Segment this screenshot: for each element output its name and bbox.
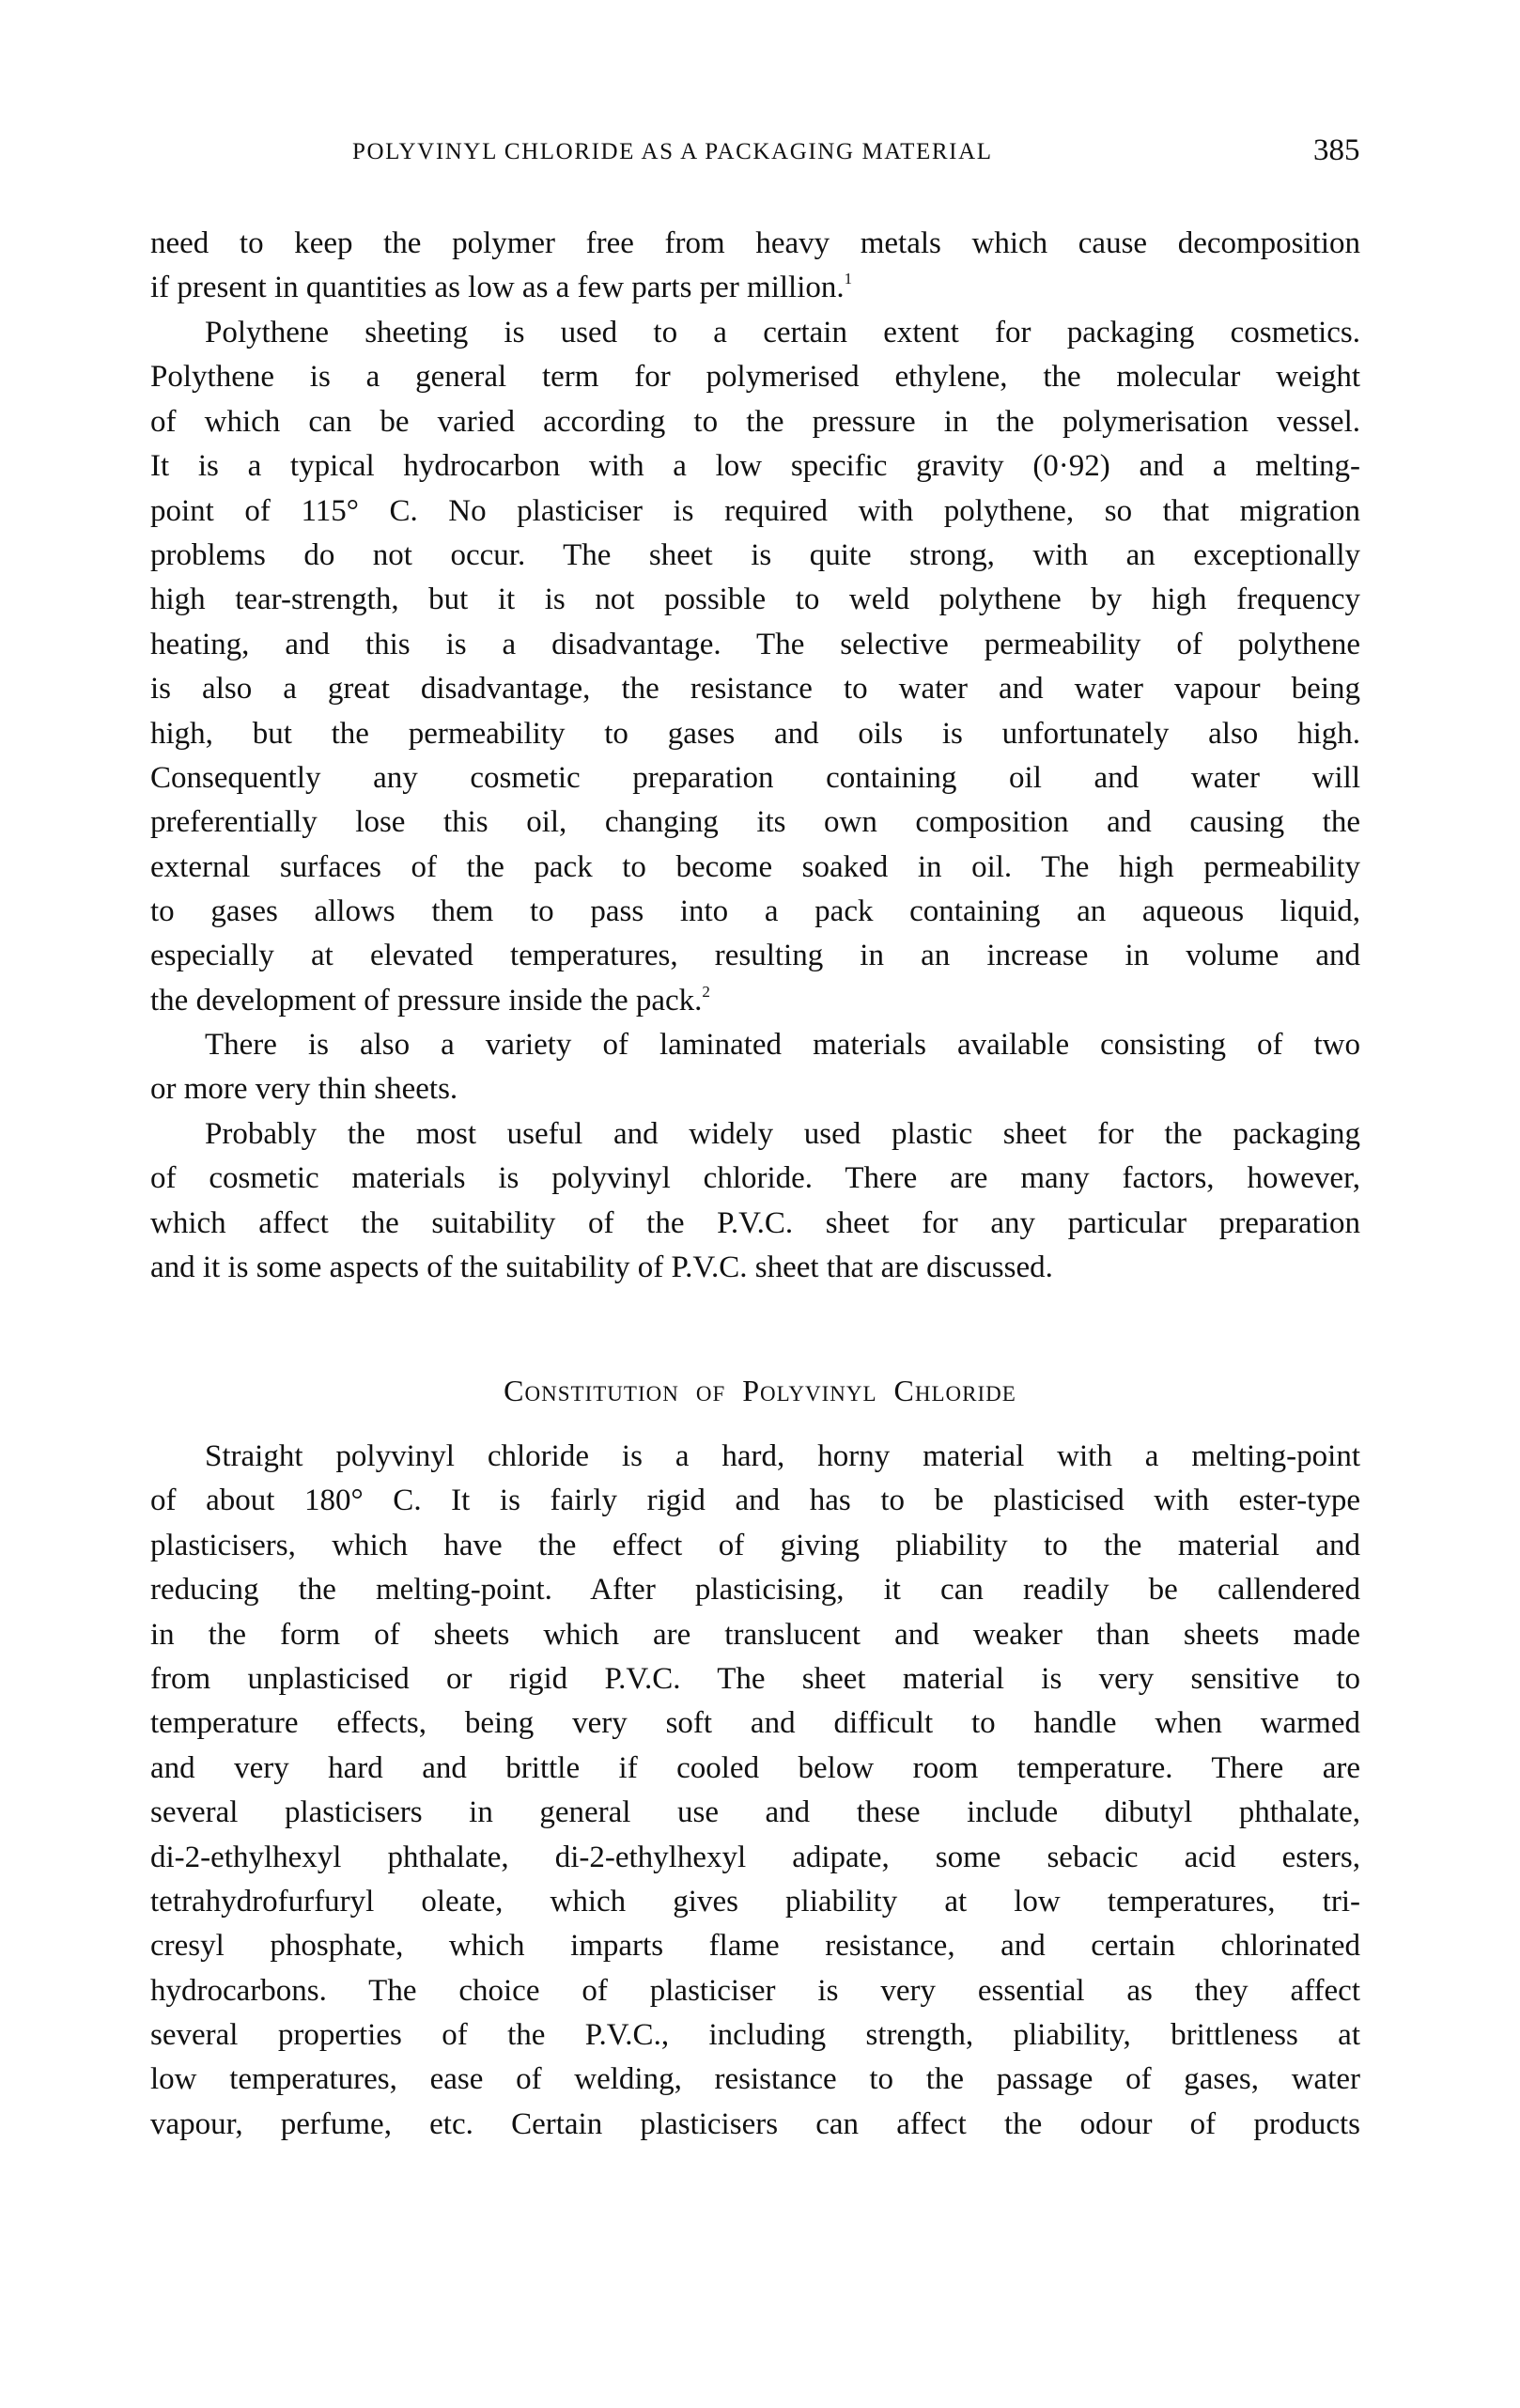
text-line: vapour, perfume, etc. Certain plasticisers can affect the odour of products	[150, 2106, 1360, 2141]
text-line: of cosmetic materials is polyvinyl chloride. There are many factors, however,	[150, 1161, 1360, 1196]
text-line: preferentially lose this oil, changing its own composition and causing the	[150, 805, 1360, 840]
text-line: Polythene sheeting is used to a certain extent for packaging cosmetics.	[205, 316, 1360, 350]
text-line: if present in quantities as low as a few parts per million.$^1$	[150, 270, 853, 305]
footnote-ref[interactable]: 1	[844, 270, 853, 288]
text-line: Consequently any cosmetic preparation containing oil and water will	[150, 760, 1360, 795]
text-line: Straight polyvinyl chloride is a hard, horny material with a melting-point	[205, 1439, 1360, 1473]
page-number: 385	[1313, 133, 1360, 167]
text-line: and very hard and brittle if cooled below room temperature. There are	[150, 1750, 1360, 1785]
running-title: POLYVINYL CHLORIDE AS A PACKAGING MATERIAL	[352, 139, 993, 164]
text-line: and it is some aspects of the suitability of P.V.C. sheet that are discussed.	[150, 1251, 1053, 1285]
text-line: of about 180° C. It is fairly rigid and has to be plasticised with ester-type	[150, 1484, 1360, 1518]
text-line: of which can be varied according to the pressure in the polymerisation vessel.	[150, 404, 1360, 439]
text-line: reducing the melting-point. After plasticising, it can readily be callendered	[150, 1573, 1360, 1608]
text-line: temperature effects, being very soft and difficult to handle when warmed	[150, 1706, 1360, 1741]
text-line: from unplasticised or rigid P.V.C. The sheet material is very sensitive to	[150, 1661, 1360, 1696]
text-line: cresyl phosphate, which imparts flame resistance, and certain chlorinated	[150, 1929, 1360, 1964]
text-line: high tear-strength, but it is not possible to weld polythene by high frequency	[150, 583, 1360, 617]
text-line: point of 115° C. No plasticiser is required with polythene, so that migration	[150, 493, 1360, 528]
text-line: need to keep the polymer free from heavy metals which cause decomposition	[150, 226, 1360, 260]
text-line: plasticisers, which have the effect of giving pliability to the material and	[150, 1528, 1360, 1562]
footnote-ref[interactable]: 2	[702, 982, 710, 1001]
paragraph-constitution	[150, 1435, 1360, 2147]
text-line: di-2-ethylhexyl phthalate, di-2-ethylhexyl adipate, some sebacic acid esters,	[150, 1840, 1360, 1874]
text-line: high, but the permeability to gases and oils is unfortunately also high.	[150, 716, 1360, 751]
paragraph-pvc-intro	[150, 1112, 1360, 1291]
section-heading	[0, 1374, 1520, 1408]
text-line: several properties of the P.V.C., including strength, pliability, brittleness at	[150, 2018, 1360, 2053]
text-line: the development of pressure inside the pack.$^2$	[150, 982, 710, 1018]
heading-word: CHLORIDE	[893, 1374, 1016, 1407]
text-line: problems do not occur. The sheet is quite strong, with an exceptionally	[150, 537, 1360, 572]
text-line: tetrahydrofurfuryl oleate, which gives pliability at low temperatures, tri-	[150, 1884, 1360, 1919]
text-line: There is also a variety of laminated materials available consisting of two	[205, 1028, 1360, 1062]
heading-word: CONSTITUTION	[504, 1374, 679, 1407]
paragraph-polythene	[150, 311, 1360, 1023]
text-line: hydrocarbons. The choice of plasticiser is very essential as they affect	[150, 1973, 1360, 2008]
text-line: in the form of sheets which are translucent and weaker than sheets made	[150, 1617, 1360, 1652]
text-line: Probably the most useful and widely used plastic sheet for the packaging	[205, 1117, 1360, 1151]
heading-word: OF	[695, 1382, 726, 1406]
text-line: external surfaces of the pack to become soaked in oil. The high permeability	[150, 849, 1360, 884]
text-line: is also a great disadvantage, the resistance to water and water vapour being	[150, 672, 1360, 707]
paragraph-heavy-metals	[150, 222, 1360, 311]
text-line: low temperatures, ease of welding, resistance to the passage of gases, water	[150, 2062, 1360, 2097]
text-line: to gases allows them to pass into a pack containing an aqueous liquid,	[150, 894, 1360, 929]
text-line: heating, and this is a disadvantage. The selective permeability of polythene	[150, 627, 1360, 661]
text-line: especially at elevated temperatures, resulting in an increase in volume and	[150, 939, 1360, 973]
text-line: which affect the suitability of the P.V.C. sheet for any particular preparation	[150, 1205, 1360, 1240]
text-line: It is a typical hydrocarbon with a low specific gravity (0·92) and a melting-	[150, 449, 1360, 484]
running-head	[0, 133, 1520, 177]
heading-word: POLYVINYL	[742, 1374, 877, 1407]
text-line: Polythene is a general term for polymerised ethylene, the molecular weight	[150, 360, 1360, 395]
paragraph-laminated	[150, 1023, 1360, 1112]
text-line: several plasticisers in general use and these include dibutyl phthalate,	[150, 1795, 1360, 1830]
text-line: or more very thin sheets.	[150, 1072, 458, 1107]
